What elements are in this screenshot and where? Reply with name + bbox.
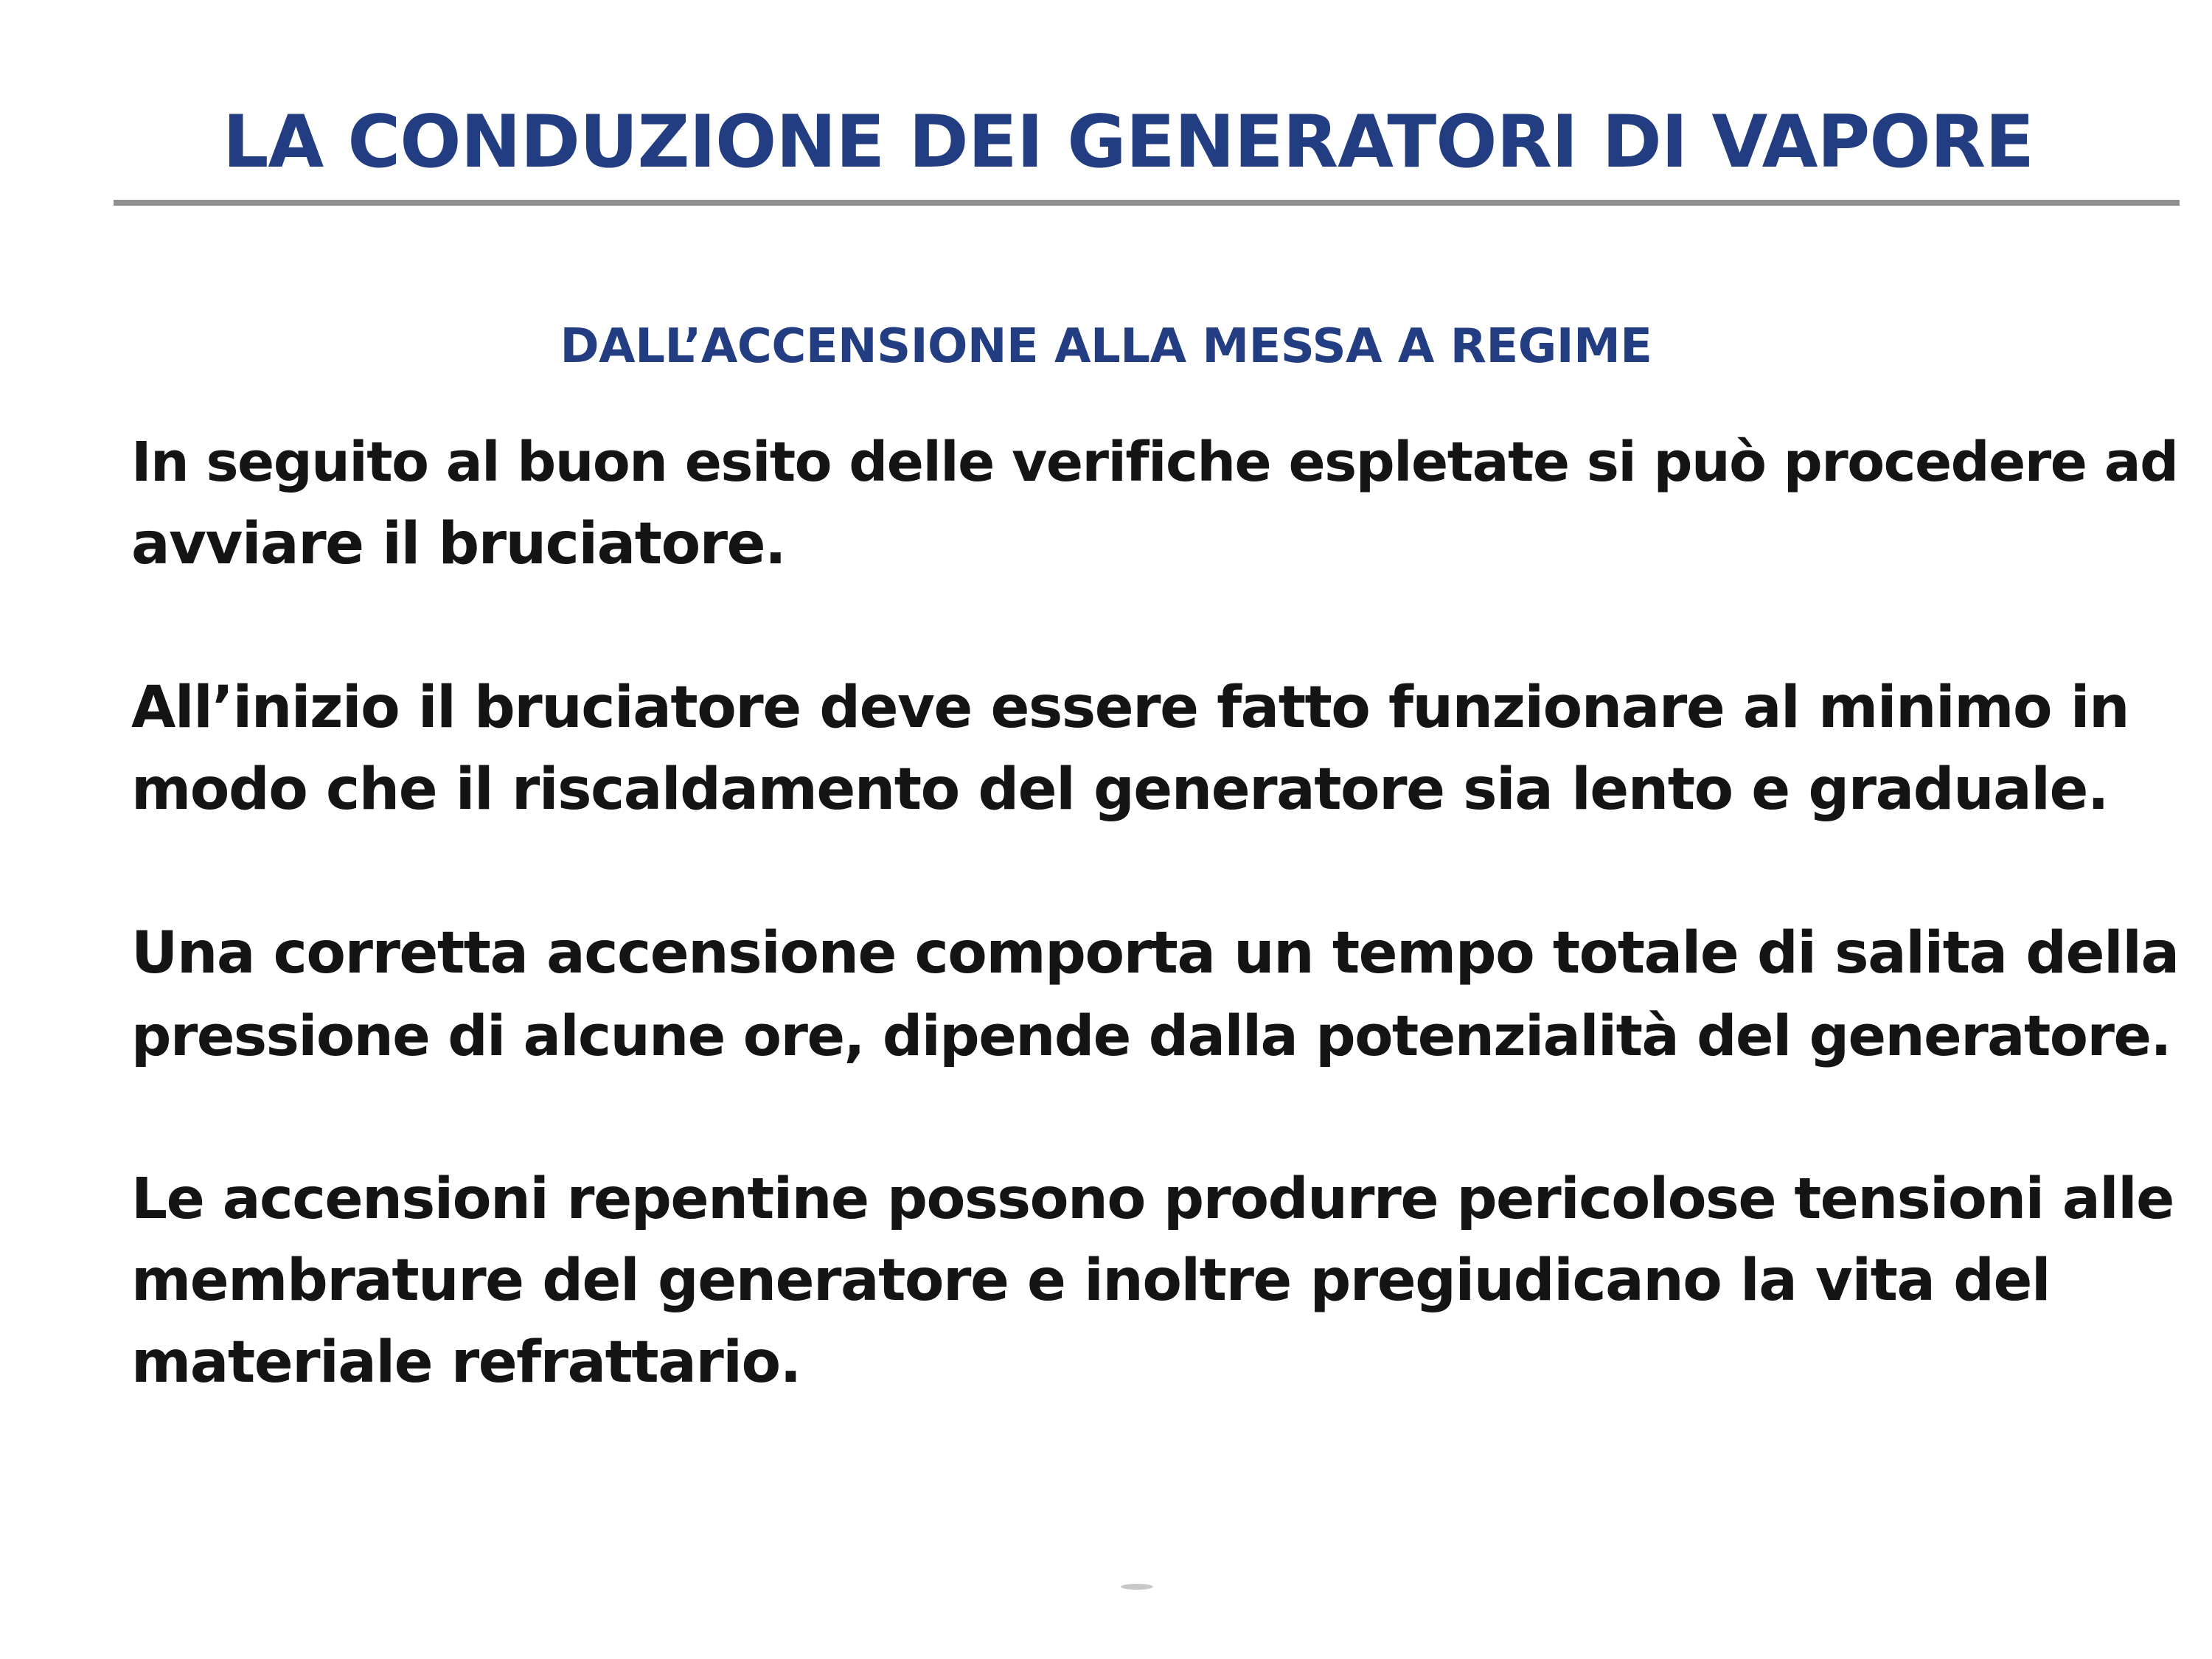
paragraph-1	[131, 422, 2188, 585]
title-divider	[114, 200, 2180, 206]
paragraph-line: Una corretta accensione comporta un tempo totale di salita della	[131, 920, 2179, 987]
paragraph-line: avviare il bruciatore.	[131, 511, 786, 577]
paragraph-line: All’inizio il bruciatore deve essere fatto funzionare al minimo in	[131, 675, 2129, 741]
footer-mark	[1121, 1584, 1153, 1590]
slide-body	[131, 422, 2188, 1486]
paragraph-line: materiale refrattario.	[131, 1329, 801, 1396]
paragraph-4	[131, 1158, 2188, 1404]
paragraph-line: Le accensioni repentine possono produrre pericolose tensioni alle	[131, 1166, 2174, 1232]
slide-title: LA CONDUZIONE DEI GENERATORI DI VAPORE	[222, 100, 2034, 184]
paragraph-line: pressione di alcune ore, dipende dalla potenzialità del generatore.	[131, 1003, 2171, 1068]
paragraph-line: In seguito al buon esito delle verifiche espletate si può procedere ad	[131, 431, 2178, 494]
paragraph-2	[131, 667, 2188, 831]
paragraph-line: membrature del generatore e inoltre pregiudicano la vita del	[131, 1248, 2051, 1314]
slide-subtitle: DALL’ACCENSIONE ALLA MESSA A REGIME	[560, 319, 1652, 374]
paragraph-line: modo che il riscaldamento del generatore sia lento e graduale.	[131, 757, 2109, 823]
paragraph-3	[131, 913, 2188, 1077]
